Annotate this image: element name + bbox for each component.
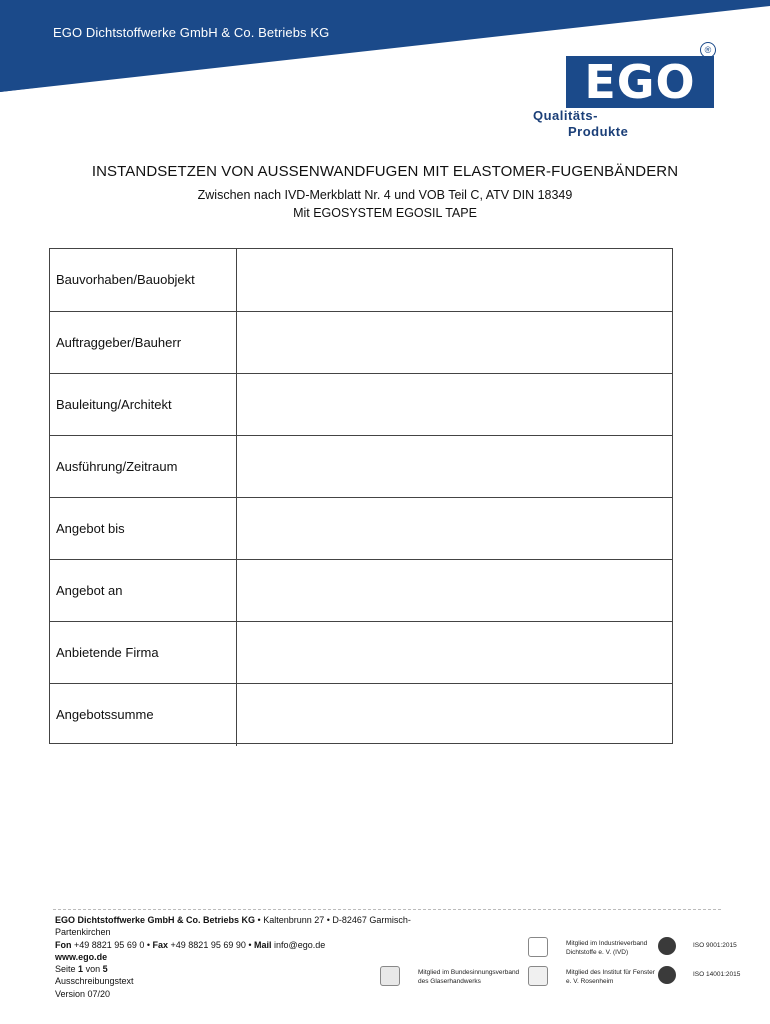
company-banner-text: EGO Dichtstoffwerke GmbH & Co. Betriebs KG [53, 25, 330, 40]
form-field-angebot-bis[interactable] [236, 498, 673, 560]
form-row [50, 497, 672, 559]
form-row [50, 621, 672, 683]
fax-label: Fax [152, 939, 169, 950]
glaser-membership: Mitglied im Bundesinnungsverband des Glaserhandwerks [418, 969, 520, 985]
mail-label: Mail [254, 939, 272, 950]
logo-wordmark: EGO [584, 55, 696, 109]
document-subtitle-2: Mit EGOSYSTEM EGOSIL TAPE [293, 206, 477, 220]
form-row [50, 373, 672, 435]
ift-membership: Mitglied des Institut für Fenster e. V. Rosenheim [566, 969, 655, 985]
logo-tagline-2: Produkte [568, 124, 629, 139]
document-version: Version 07/20 [55, 988, 111, 999]
ego-logo [533, 42, 720, 142]
page-total: 5 [102, 964, 108, 975]
form-label: Bauleitung/Architekt [56, 397, 172, 412]
form-field-bauvorhaben[interactable] [236, 249, 673, 311]
form-label: Angebot bis [56, 521, 125, 536]
logo-tagline-1: Qualitäts- [533, 108, 598, 123]
form-row [50, 559, 672, 621]
fon-number: +49 8821 95 69 0 [74, 939, 145, 950]
footer-city: D-82467 Garmisch-Partenkirchen [55, 915, 411, 938]
fon-label: Fon [55, 939, 72, 950]
form-row [50, 249, 672, 311]
form-field-angebot-an[interactable] [236, 560, 673, 622]
document-subtitle-1: Zwischen nach IVD-Merkblatt Nr. 4 und VOB Teil C, ATV DIN 18349 [197, 188, 573, 202]
mail-link[interactable]: info@ego.de [274, 939, 326, 950]
registered-mark-icon: ® [700, 42, 716, 58]
glaser-logo-icon [380, 966, 400, 986]
form-label: Bauvorhaben/Bauobjekt [56, 272, 195, 287]
form-field-anbietende-firma[interactable] [236, 622, 673, 684]
website-link[interactable]: www.ego.de [55, 951, 108, 962]
tuev-seal-icon [658, 937, 676, 955]
form-row [50, 311, 672, 373]
fax-number: +49 8821 95 69 90 [170, 939, 246, 950]
ift-logo-icon [528, 966, 548, 986]
iso-14001-label: ISO 14001:2015 [693, 971, 741, 978]
footer-address-line: EGO Dichtstoffwerke GmbH & Co. Betriebs KG • Kaltenbrunn 27 • D-82467 Garmisch-Partenkirchen [55, 915, 411, 938]
form-label: Angebotssumme [56, 707, 154, 722]
tuev-seal-icon [658, 966, 676, 984]
document-title: INSTANDSETZEN VON AUSSENWANDFUGEN MIT ELASTOMER-FUGENBÄNDERN [91, 163, 679, 180]
form-row [50, 435, 672, 497]
document-type: Ausschreibungstext [55, 976, 134, 987]
footer-company: EGO Dichtstoffwerke GmbH & Co. Betriebs KG [55, 915, 256, 925]
form-field-ausfuehrung[interactable] [236, 436, 673, 498]
form-label: Ausführung/Zeitraum [56, 459, 178, 474]
form-label: Anbietende Firma [56, 645, 159, 660]
ivd-logo-icon [528, 937, 548, 957]
iso-9001-label: ISO 9001:2015 [693, 942, 737, 949]
ivd-membership: Mitglied im Industrieverband Dichtstoffe e. V. (IVD) [566, 940, 648, 956]
form-row [50, 683, 672, 745]
footer-divider [53, 909, 721, 910]
page-prefix: Seite [55, 964, 76, 975]
page-current: 1 [78, 964, 84, 975]
page-of: von [85, 964, 101, 975]
form-label: Angebot an [56, 583, 123, 598]
footer-contact [55, 914, 455, 1000]
form-field-auftraggeber[interactable] [236, 312, 673, 374]
footer-street: Kaltenbrunn 27 [263, 915, 325, 925]
form-field-bauleitung[interactable] [236, 374, 673, 436]
tender-form [49, 248, 673, 744]
form-field-angebotssumme[interactable] [236, 684, 673, 746]
form-label: Auftraggeber/Bauherr [56, 335, 182, 350]
footer-phone-line: Fon +49 8821 95 69 0 • Fax +49 8821 95 69 90 • Mail info@ego.de [55, 939, 326, 950]
